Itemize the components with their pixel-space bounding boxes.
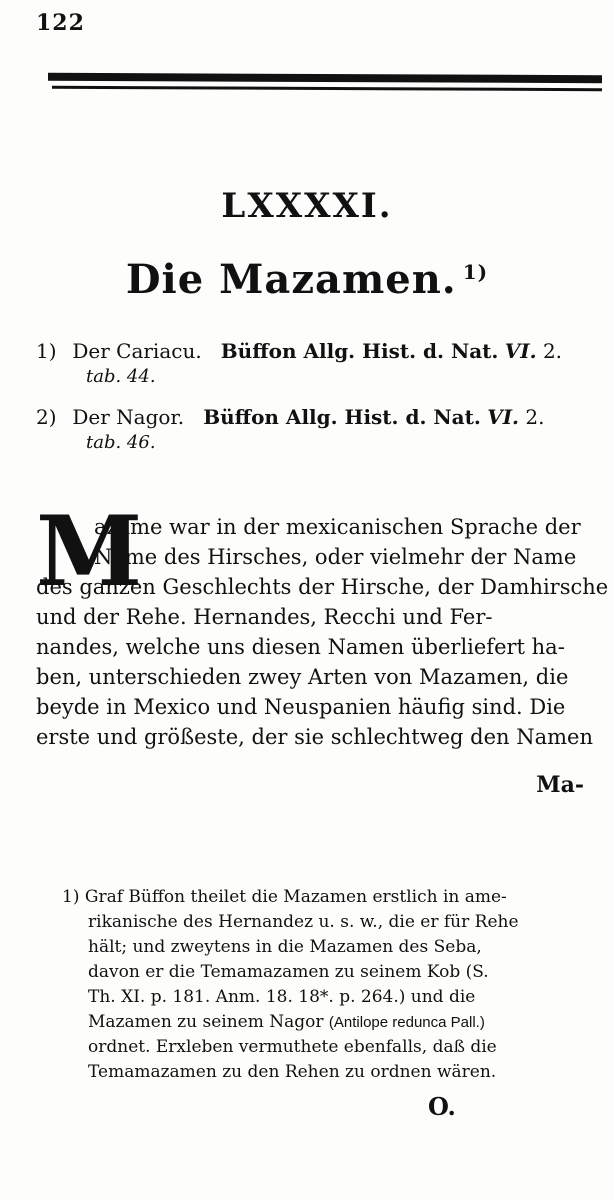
reference-item <box>36 336 596 388</box>
drop-cap: M <box>36 495 143 608</box>
reference-name: Der Cariacu. <box>72 339 202 363</box>
body-line: beyde in Mexico und Neuspanien häufig sind. Die <box>36 695 566 719</box>
body-line: des ganzen Geschlechts der Hirsche, der Damhirsche <box>36 575 609 599</box>
footnote-line <box>62 885 507 910</box>
reference-item <box>36 402 596 454</box>
chapter-title-text: Die Mazamen. <box>125 256 457 303</box>
chapter-title <box>0 256 614 303</box>
footnote-marker: 1) <box>62 887 80 907</box>
body-line: und der Rehe. Hernandes, Recchi und Fer- <box>36 605 493 629</box>
body-line: ben, unterschieden zwey Arten von Mazamen, die <box>36 665 569 689</box>
footnote-line <box>88 1010 485 1035</box>
footnote-line: davon er die Temamazamen zu seinem Kob (S. <box>88 962 489 982</box>
header-rule-thin <box>52 86 602 91</box>
footnote-line: ordnet. Erxleben vermuthete ebenfalls, daß die <box>88 1037 497 1057</box>
footnote-text: Mazamen zu seinem Nagor <box>88 1012 324 1032</box>
footnote-text: Graf Büffon theilet die Mazamen erstlich in ame- <box>84 887 507 907</box>
footnote-line: Th. XI. p. 181. Anm. 18. 18*. p. 264.) und die <box>88 987 476 1007</box>
chapter-title-note-marker: 1) <box>462 259 489 284</box>
reference-page: 2. <box>525 405 545 429</box>
reference-source: Büffon Allg. Hist. d. Nat. <box>203 405 481 429</box>
body-line: Name des Hirsches, oder vielmehr der Name <box>94 545 577 569</box>
page-number: 122 <box>36 10 85 36</box>
catchword: Ma- <box>536 772 584 798</box>
body-line: erste und größeste, der sie schlechtweg den Namen <box>36 725 593 749</box>
body-line: nandes, welche uns diesen Namen überliefert ha- <box>36 635 565 659</box>
header-rule-thick <box>48 73 602 83</box>
reference-marker: 1) <box>36 339 57 363</box>
footnote-line: rikanische des Hernandez u. s. w., die er für Rehe <box>88 912 519 932</box>
reference-volume: VI. <box>504 339 537 363</box>
footnote-line: Temamazamen zu den Rehen zu ordnen wären. <box>88 1062 497 1082</box>
footnote-line: hält; und zweytens in die Mazamen des Seba, <box>88 937 482 957</box>
reference-source: Büffon Allg. Hist. d. Nat. <box>220 339 499 363</box>
footnote-latin-name: (Antilope redunca Pall.) <box>328 1014 485 1031</box>
body-line: azame war in der mexicanischen Sprache der <box>94 515 581 539</box>
reference-name: Der Nagor. <box>72 405 185 429</box>
printer-signature: O. <box>428 1092 456 1121</box>
reference-page: 2. <box>542 339 563 363</box>
reference-volume: VI. <box>487 405 520 429</box>
reference-marker: 2) <box>36 405 57 429</box>
reference-continuation: tab. 44. <box>86 366 156 387</box>
reference-continuation: tab. 46. <box>86 432 156 453</box>
chapter-number: LXXXXI. <box>221 186 393 226</box>
